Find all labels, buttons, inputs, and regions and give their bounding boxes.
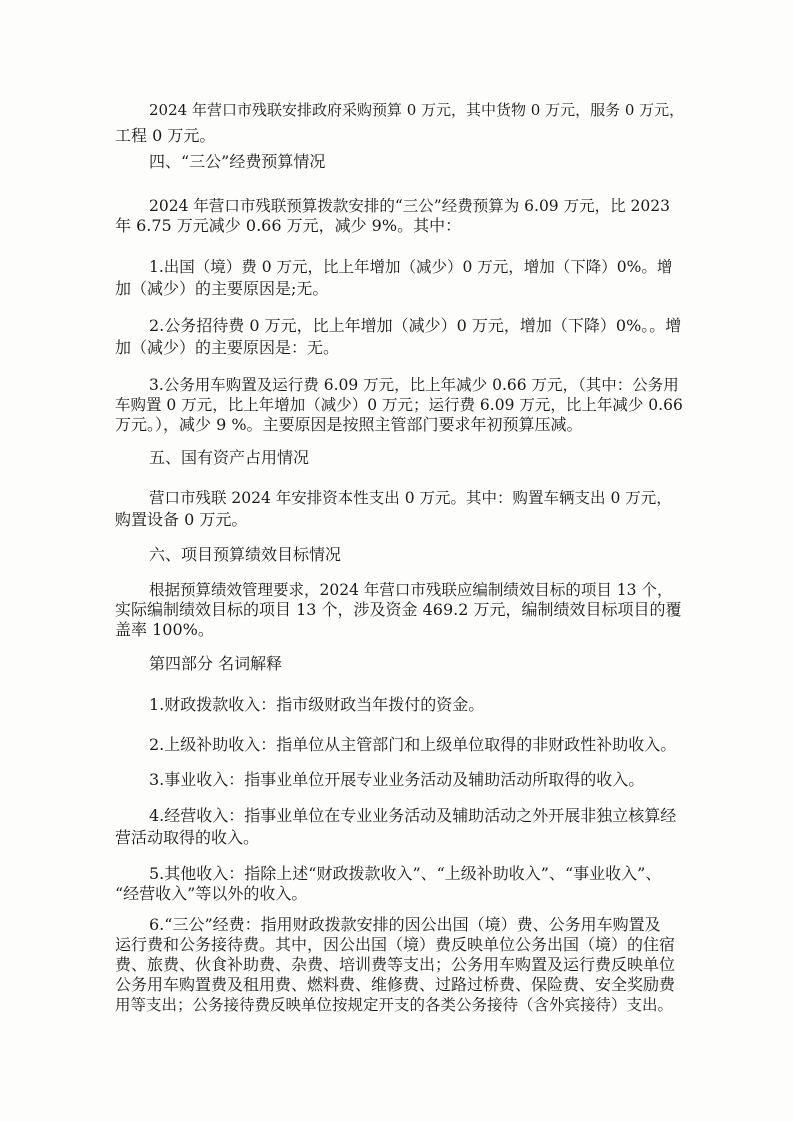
definition-4 [115, 806, 685, 848]
part-4-heading: 第四部分 名词解释 [149, 654, 283, 673]
text-line: 5.其他收入：指除上述“财政拨款收入”、“上级补助收入”、“事业收入”、 [149, 864, 662, 883]
text-line: 6.“三公”经费：指用财政拨款安排的因公出国（境）费、公务用车购置及 [149, 915, 661, 934]
text-line: 运行费和公务接待费。其中，因公出国（境）费反映单位公务出国（境）的住宿 [115, 935, 676, 954]
text-line: 公务用车购置费及租用费、燃料费、维修费、过路过桥费、保险费、安全奖励费 [115, 975, 676, 994]
text-line: 车购置 0 万元，比上年增加（减少）0 万元；运行费 6.09 万元，比上年减少 0.66 [115, 396, 683, 414]
text-line: 年 6.75 万元减少 0.66 万元，减少 9%。其中： [115, 216, 462, 235]
text-line: 万元。），减少 9 %。主要原因是按照主管部门要求年初预算压减。 [115, 415, 583, 434]
procurement-paragraph [115, 100, 685, 146]
definition-1 [115, 695, 685, 715]
section-5-heading: 五、国有资产占用情况 [149, 448, 310, 467]
text-line: 加（减少）的主要原因是;无。 [115, 279, 329, 298]
text-line: 2024 年营口市残联安排政府采购预算 0 万元，其中货物 0 万元，服务 0 万元， [149, 101, 685, 119]
text-line: 营活动取得的收入。 [115, 828, 260, 847]
section-4-intro [115, 196, 685, 236]
section-6-paragraph [115, 580, 685, 640]
text-line: 加（减少）的主要原因是：无。 [115, 338, 340, 357]
text-line: 3.事业收入：指事业单位开展专业业务活动及辅助活动所取得的收入。 [149, 770, 645, 789]
section-4-item-2 [115, 316, 685, 358]
text-line: 2024 年营口市残联预算拨款安排的“三公”经费预算为 6.09 万元，比 2023 [149, 197, 670, 215]
text-line: 1.财政拨款收入：指市级财政当年拨付的资金。 [149, 695, 485, 714]
section-4-heading: 四、“三公”经费预算情况 [149, 152, 326, 171]
definition-2 [115, 735, 685, 755]
text-line: 4.经营收入：指事业单位在专业业务活动及辅助活动之外开展非独立核算经 [149, 806, 677, 825]
section-4-item-3 [115, 375, 685, 435]
section-4-item-1 [115, 257, 685, 299]
text-line: 盖率 100%。 [115, 620, 214, 639]
definition-6 [115, 915, 685, 1015]
text-line: 用等支出；公务接待费反映单位按规定开支的各类公务接待（含外宾接待）支出。 [115, 996, 674, 1014]
text-line: 工程 0 万元。 [115, 126, 216, 145]
text-line: 购置设备 0 万元。 [115, 510, 248, 529]
text-line: 实际编制绩效目标的项目 13 个，涉及资金 469.2 万元，编制绩效目标项目的覆 [115, 600, 682, 619]
text-line: 营口市残联 2024 年安排资本性支出 0 万元。其中：购置车辆支出 0 万元， [149, 489, 672, 507]
text-line: 费、旅费、伙食补助费、杂费、培训费等支出；公务用车购置及运行费反映单位 [115, 955, 676, 974]
definition-5 [115, 864, 685, 904]
definition-3 [115, 770, 685, 790]
text-line: “经营收入”等以外的收入。 [115, 884, 308, 903]
text-line: 2.上级补助收入：指单位从主管部门和上级单位取得的非财政性补助收入。 [149, 735, 677, 754]
section-6-heading: 六、项目预算绩效目标情况 [149, 545, 342, 564]
text-line: 根据预算绩效管理要求，2024 年营口市残联应编制绩效目标的项目 13 个， [149, 581, 673, 599]
section-5-paragraph [115, 488, 685, 530]
text-line: 3.公务用车购置及运行费 6.09 万元，比上年减少 0.66 万元，（其中：公务用 [149, 376, 679, 394]
text-line: 2.公务招待费 0 万元，比上年增加（减少）0 万元，增加（下降）0%。。增 [149, 316, 682, 335]
text-line: 1.出国（境）费 0 万元，比上年增加（减少）0 万元，增加（下降）0%。增 [149, 258, 673, 276]
